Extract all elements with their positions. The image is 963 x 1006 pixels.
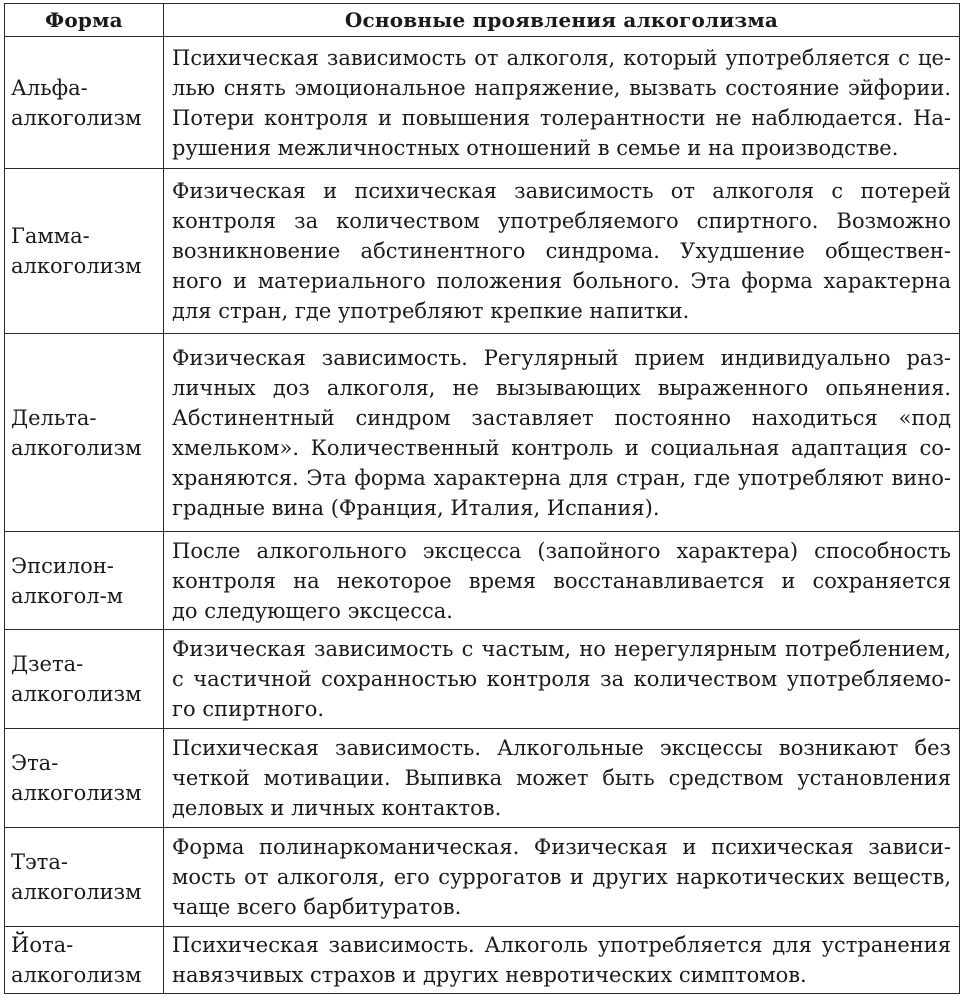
form-line: алкоголизм bbox=[11, 781, 142, 805]
table-row bbox=[5, 169, 960, 334]
form-line: Тэта- bbox=[11, 850, 69, 874]
form-line: алкоголизм bbox=[11, 963, 142, 987]
desc-line: до следующего эксцесса. bbox=[172, 598, 453, 623]
desc-line: с частичной сохранностью контроля за количеством употребляемо- bbox=[172, 667, 951, 691]
form-cell bbox=[5, 630, 164, 729]
description-cell bbox=[164, 532, 960, 630]
alcoholism-forms-table bbox=[4, 3, 960, 994]
desc-line: возникновение абстинентного синдрома. Ухудшение обществен- bbox=[172, 239, 951, 263]
form-cell bbox=[5, 37, 164, 169]
form-cell bbox=[5, 334, 164, 532]
header-description: Основные проявления алкоголизма bbox=[164, 4, 960, 37]
desc-line: для стран, где употребляют крепкие напитки. bbox=[172, 299, 690, 323]
description-cell bbox=[164, 169, 960, 334]
header-form: Форма bbox=[5, 4, 164, 37]
form-cell bbox=[5, 532, 164, 630]
form-cell bbox=[5, 169, 164, 334]
desc-line: ного и материального положения больного. Эта форма характерна bbox=[172, 269, 951, 293]
table-row bbox=[5, 828, 960, 927]
table-row bbox=[5, 927, 960, 994]
table-row bbox=[5, 630, 960, 729]
form-line: Альфа- bbox=[11, 75, 88, 100]
form-line: Дзета- bbox=[11, 652, 84, 676]
form-line: Йота- bbox=[11, 933, 74, 957]
desc-line: четкой мотивации. Выпивка может быть средством установления bbox=[172, 766, 951, 790]
desc-line: Физическая и психическая зависимость от алкоголя с потерей bbox=[172, 179, 951, 203]
desc-line: градные вина (Франция, Италия, Испания). bbox=[172, 495, 660, 520]
form-line: алкоголизм bbox=[11, 682, 142, 706]
form-line: Эта- bbox=[11, 751, 59, 775]
description-cell bbox=[164, 729, 960, 828]
desc-line: Психическая зависимость. Алкогольные эксцессы возникают без bbox=[172, 736, 951, 760]
desc-line: Физическая зависимость. Регулярный прием индивидуально раз- bbox=[172, 345, 951, 370]
desc-line: чаще всего барбитуратов. bbox=[172, 895, 462, 919]
table-header-row bbox=[5, 4, 960, 37]
table-row bbox=[5, 334, 960, 532]
table-row bbox=[5, 532, 960, 630]
desc-line: После алкогольного эксцесса (запойного характера) способность bbox=[172, 538, 951, 563]
form-line: алкоголизм bbox=[11, 880, 142, 904]
form-cell bbox=[5, 828, 164, 927]
form-cell bbox=[5, 927, 164, 994]
desc-line: го спиртного. bbox=[172, 697, 325, 721]
desc-line: рушения межличностных отношений в семье и на производстве. bbox=[172, 135, 899, 160]
description-cell bbox=[164, 927, 960, 994]
form-line: алкоголизм bbox=[11, 254, 142, 278]
desc-line: Форма полинаркоманическая. Физическая и психическая зависи- bbox=[172, 835, 951, 859]
description-cell bbox=[164, 630, 960, 729]
desc-line: Психическая зависимость от алкоголя, который употребляется с це- bbox=[172, 45, 951, 70]
desc-line: личных доз алкоголя, не вызывающих выраженного опьянения. bbox=[172, 375, 951, 400]
description-cell bbox=[164, 37, 960, 169]
form-cell bbox=[5, 729, 164, 828]
form-line: алкоголизм bbox=[11, 105, 142, 130]
form-line: Гамма- bbox=[11, 224, 90, 248]
desc-line: деловых и личных контактов. bbox=[172, 796, 502, 820]
desc-line: хмельком». Количественный контроль и социальная адаптация со- bbox=[172, 435, 951, 460]
table-row bbox=[5, 37, 960, 169]
desc-line: храняются. Эта форма характерна для стран, где употребляют вино- bbox=[172, 465, 951, 490]
form-line: алкоголизм bbox=[11, 435, 142, 460]
desc-line: Физическая зависимость с частым, но нерегулярным потреблением, bbox=[172, 637, 951, 661]
form-line: Дельта- bbox=[11, 405, 97, 430]
desc-line: мость от алкоголя, его суррогатов и других наркотических веществ, bbox=[172, 865, 951, 889]
form-line: Эпсилон- bbox=[11, 553, 114, 578]
desc-line: лью снять эмоциональное напряжение, вызвать состояние эйфории. bbox=[172, 75, 951, 100]
alcoholism-forms-table-container bbox=[4, 3, 959, 994]
desc-line: навязчивых страхов и других невротических симптомов. bbox=[172, 963, 807, 987]
description-cell bbox=[164, 334, 960, 532]
desc-line: контроля на некоторое время восстанавливается и сохраняется bbox=[172, 568, 951, 593]
desc-line: Потери контроля и повышения толерантности не наблюдается. На- bbox=[172, 105, 951, 130]
description-cell bbox=[164, 828, 960, 927]
desc-line: Абстинентный синдром заставляет постоянно находиться «под bbox=[172, 405, 951, 430]
form-line: алкогол-м bbox=[11, 583, 124, 608]
desc-line: контроля за количеством употребляемого спиртного. Возможно bbox=[172, 209, 951, 233]
table-row bbox=[5, 729, 960, 828]
desc-line: Психическая зависимость. Алкоголь употребляется для устранения bbox=[172, 933, 951, 957]
